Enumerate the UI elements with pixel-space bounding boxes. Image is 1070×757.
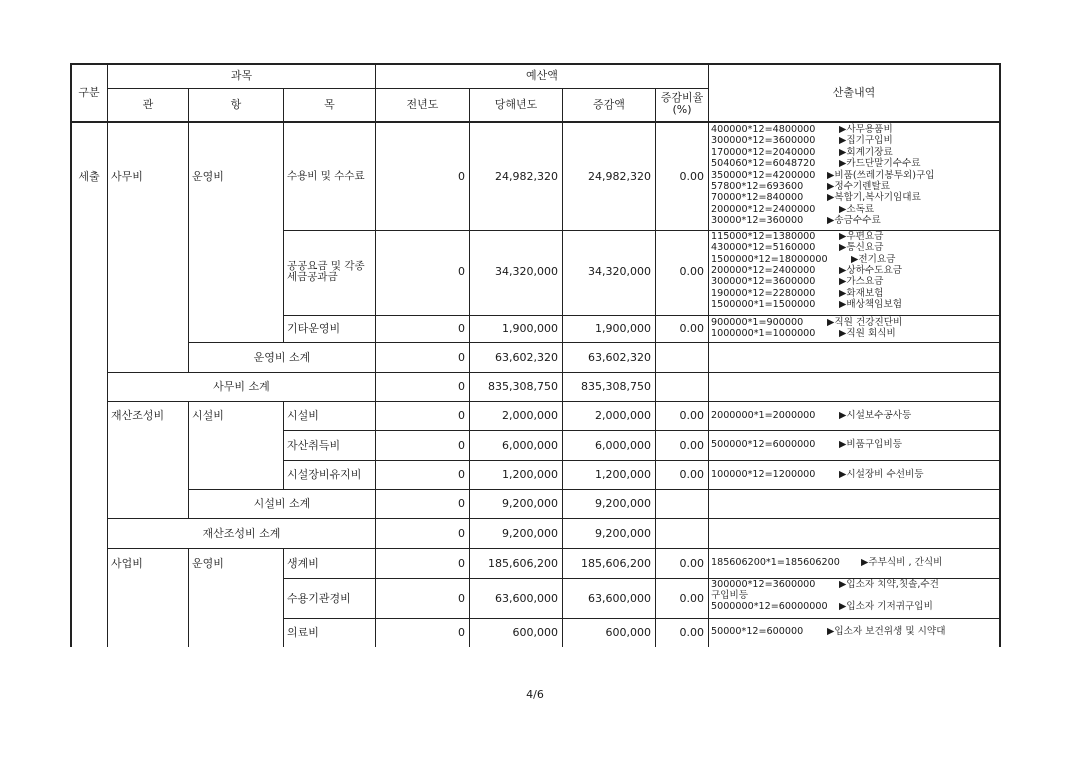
calc-r4 — [711, 411, 997, 423]
calc-line-desc: ▶배상책임보험 — [839, 298, 902, 310]
prev-r1: 0 — [458, 170, 465, 183]
gwan-jaesan: 재산조성비 — [111, 409, 165, 422]
curr-r6: 1,200,000 — [502, 468, 558, 481]
diff-r8: 63,600,000 — [588, 591, 651, 605]
subtotal-siseol-label: 시설비 소계 — [253, 497, 311, 510]
curr-r1: 24,982,320 — [495, 170, 558, 183]
subtotal-samu-diff: 835,308,750 — [581, 380, 651, 393]
calc-line-desc: ▶주부식비 , 간식비 — [861, 557, 943, 568]
calc-r8 — [711, 580, 997, 618]
subtotal-unyeong-label: 운영비 소계 — [253, 350, 311, 364]
calc-line-desc: ▶입소자 기저귀구입비 — [839, 601, 933, 612]
calc-line-desc: ▶소독료 — [839, 203, 875, 215]
subtotal-samu-curr: 835,308,750 — [488, 380, 558, 393]
calc-r9 — [711, 627, 997, 639]
calc-line-desc: ▶복합기,복사기임대료 — [827, 192, 921, 204]
calc-r6 — [711, 470, 997, 482]
subtotal-siseol-diff: 9,200,000 — [595, 497, 651, 510]
prev-r8: 0 — [458, 591, 465, 605]
calc-line: 300000*12=3600000 — [711, 276, 816, 288]
header-gwamok: 과목 — [230, 69, 253, 82]
mok-r4: 시설비 — [287, 409, 319, 422]
header-yesanaek: 예산액 — [526, 69, 558, 82]
mok-r3: 기타운영비 — [287, 322, 341, 335]
calc-line: 100000*12=1200000 — [711, 469, 816, 480]
header-gubun: 구분 — [78, 85, 100, 99]
calc-line: 2000000*1=2000000 — [711, 410, 816, 421]
calc-line-desc: ▶정수기렌탈료 — [827, 181, 890, 192]
calc-line: 170000*12=2040000 — [711, 146, 816, 158]
header-curr-year: 당해년도 — [494, 98, 538, 111]
calc-line: 190000*12=2280000 — [711, 287, 816, 299]
calc-line-desc: ▶직원 회식비 — [839, 328, 896, 339]
header-hang: 항 — [230, 98, 242, 111]
calc-line-desc: ▶비품(쓰레기봉투외)구입 — [827, 169, 935, 181]
calc-line: 1500000*12=18000000 — [711, 253, 828, 265]
curr-r9: 600,000 — [512, 626, 558, 639]
header-prev-year: 전년도 — [406, 98, 439, 111]
mok-r2: 공공요금 및 각종 세금공과금 — [287, 260, 365, 283]
calc-line-desc: ▶시설보수공사등 — [839, 410, 912, 421]
hang-unyeongbi: 운영비 — [192, 170, 224, 183]
calc-line: 1500000*1=1500000 — [711, 298, 816, 310]
rate-r8: 0.00 — [679, 591, 704, 605]
subtotal-unyeong-diff: 63,602,320 — [588, 350, 651, 364]
mok-r7: 생계비 — [287, 556, 319, 570]
calc-line: 구입비등 — [711, 590, 749, 601]
prev-r3: 0 — [458, 322, 465, 335]
prev-r5: 0 — [458, 438, 465, 452]
calc-line: 900000*1=900000 — [711, 317, 804, 328]
rate-r6: 0.00 — [679, 468, 704, 481]
diff-r9: 600,000 — [605, 626, 651, 639]
calc-line: 50000*12=600000 — [711, 626, 804, 637]
rate-r4: 0.00 — [679, 409, 704, 422]
header-sanchul: 산출내역 — [832, 85, 876, 99]
header-change-rate-label: 증감비율 — [660, 91, 704, 104]
curr-r7: 185,606,200 — [488, 556, 558, 570]
mok-r6: 시설장비유지비 — [287, 468, 362, 481]
calc-line-desc: ▶집기구입비 — [839, 135, 893, 147]
diff-r7: 185,606,200 — [581, 556, 651, 570]
calc-line-desc: ▶회계기장료 — [839, 146, 893, 158]
calc-line: 115000*12=1380000 — [711, 231, 816, 242]
rate-r5: 0.00 — [679, 438, 704, 452]
header-mok: 목 — [324, 98, 335, 111]
curr-r5: 6,000,000 — [502, 438, 558, 452]
hang-unyeongbi-2: 운영비 — [192, 556, 224, 570]
calc-line: 57800*12=693600 — [711, 181, 804, 192]
subtotal-jaesan-prev: 0 — [458, 526, 465, 540]
prev-r9: 0 — [458, 626, 465, 639]
curr-r3: 1,900,000 — [502, 322, 558, 335]
calc-line: 200000*12=2400000 — [711, 203, 816, 215]
calc-line: 400000*12=4800000 — [711, 124, 816, 135]
diff-r3: 1,900,000 — [595, 322, 651, 335]
mok-r1: 수용비 및 수수료 — [287, 169, 365, 182]
diff-r2: 34,320,000 — [588, 265, 651, 278]
header-change-amount: 증감액 — [593, 98, 625, 111]
calc-r1 — [711, 125, 997, 229]
calc-line-desc: ▶입소자 치약,칫솔,수건 — [839, 579, 939, 590]
calc-line: 350000*12=4200000 — [711, 169, 816, 181]
calc-line: 5000000*12=60000000 — [711, 601, 828, 612]
mok-r5: 자산취득비 — [287, 438, 341, 452]
calc-r7 — [711, 558, 997, 570]
subtotal-siseol-curr: 9,200,000 — [502, 497, 558, 510]
subtotal-samu-label: 사무비 소계 — [213, 380, 270, 393]
gwan-samubi: 사무비 — [111, 170, 143, 183]
calc-line: 185606200*1=185606200 — [711, 557, 840, 568]
hang-siseolbi: 시설비 — [192, 409, 224, 422]
subtotal-jaesan-curr: 9,200,000 — [502, 526, 558, 540]
calc-line-desc: ▶상하수도요금 — [839, 264, 902, 276]
calc-line-desc: ▶우편요금 — [839, 231, 884, 242]
gwan-saeop: 사업비 — [111, 556, 143, 570]
calc-r5 — [711, 440, 997, 452]
calc-line-desc: ▶시설장비 수선비등 — [839, 469, 924, 480]
subtotal-jaesan-label: 재산조성비 소계 — [202, 526, 281, 540]
calc-line-desc: ▶직원 건강진단비 — [827, 317, 903, 328]
calc-line-desc: ▶가스요금 — [839, 276, 884, 288]
diff-r6: 1,200,000 — [595, 468, 651, 481]
curr-r4: 2,000,000 — [502, 409, 558, 422]
calc-line-desc: ▶송금수수료 — [827, 215, 881, 227]
diff-r1: 24,982,320 — [588, 170, 651, 183]
calc-line: 504060*12=6048720 — [711, 158, 816, 170]
section-label: 세출 — [78, 170, 100, 183]
calc-line-desc: ▶비품구입비등 — [839, 439, 902, 450]
rate-r9: 0.00 — [679, 626, 704, 639]
subtotal-siseol-prev: 0 — [458, 497, 465, 510]
header-gwan: 관 — [142, 98, 154, 111]
mok-r8: 수용기관경비 — [287, 591, 351, 605]
calc-line-desc: ▶입소자 보건위생 및 시약대 — [827, 626, 946, 637]
calc-line-desc: ▶전기요금 — [851, 253, 896, 265]
header-change-rate-unit: (%) — [672, 103, 692, 116]
mok-r9: 의료비 — [287, 626, 319, 639]
diff-r4: 2,000,000 — [595, 409, 651, 422]
curr-r8: 63,600,000 — [495, 591, 558, 605]
subtotal-unyeong-prev: 0 — [458, 350, 465, 364]
subtotal-unyeong-curr: 63,602,320 — [495, 350, 558, 364]
rate-r1: 0.00 — [679, 170, 704, 183]
curr-r2: 34,320,000 — [495, 265, 558, 278]
page-number: 4/6 — [526, 688, 544, 701]
calc-line: 70000*12=840000 — [711, 192, 804, 204]
prev-r7: 0 — [458, 556, 465, 570]
calc-line: 1000000*1=1000000 — [711, 328, 816, 339]
calc-line: 500000*12=6000000 — [711, 439, 816, 450]
calc-line: 300000*12=3600000 — [711, 135, 816, 147]
calc-line-desc: ▶통신요금 — [839, 242, 884, 254]
calc-line-desc: ▶사무용품비 — [839, 124, 893, 135]
rate-r7: 0.00 — [679, 556, 704, 570]
calc-line: 30000*12=360000 — [711, 215, 804, 227]
calc-r2 — [711, 232, 997, 314]
calc-line: 300000*12=3600000 — [711, 579, 816, 590]
prev-r4: 0 — [458, 409, 465, 422]
header-change-rate — [656, 92, 708, 120]
diff-r5: 6,000,000 — [595, 438, 651, 452]
calc-line: 430000*12=5160000 — [711, 242, 816, 254]
rate-r2: 0.00 — [679, 265, 704, 278]
calc-line-desc: ▶화재보험 — [839, 287, 884, 299]
calc-line: 200000*12=2400000 — [711, 264, 816, 276]
subtotal-samu-prev: 0 — [458, 380, 465, 393]
prev-r2: 0 — [458, 265, 465, 278]
prev-r6: 0 — [458, 468, 465, 481]
calc-line-desc: ▶카드단말기수수료 — [839, 158, 921, 170]
rate-r3: 0.00 — [679, 322, 704, 335]
calc-r3 — [711, 318, 997, 342]
subtotal-jaesan-diff: 9,200,000 — [595, 526, 651, 540]
